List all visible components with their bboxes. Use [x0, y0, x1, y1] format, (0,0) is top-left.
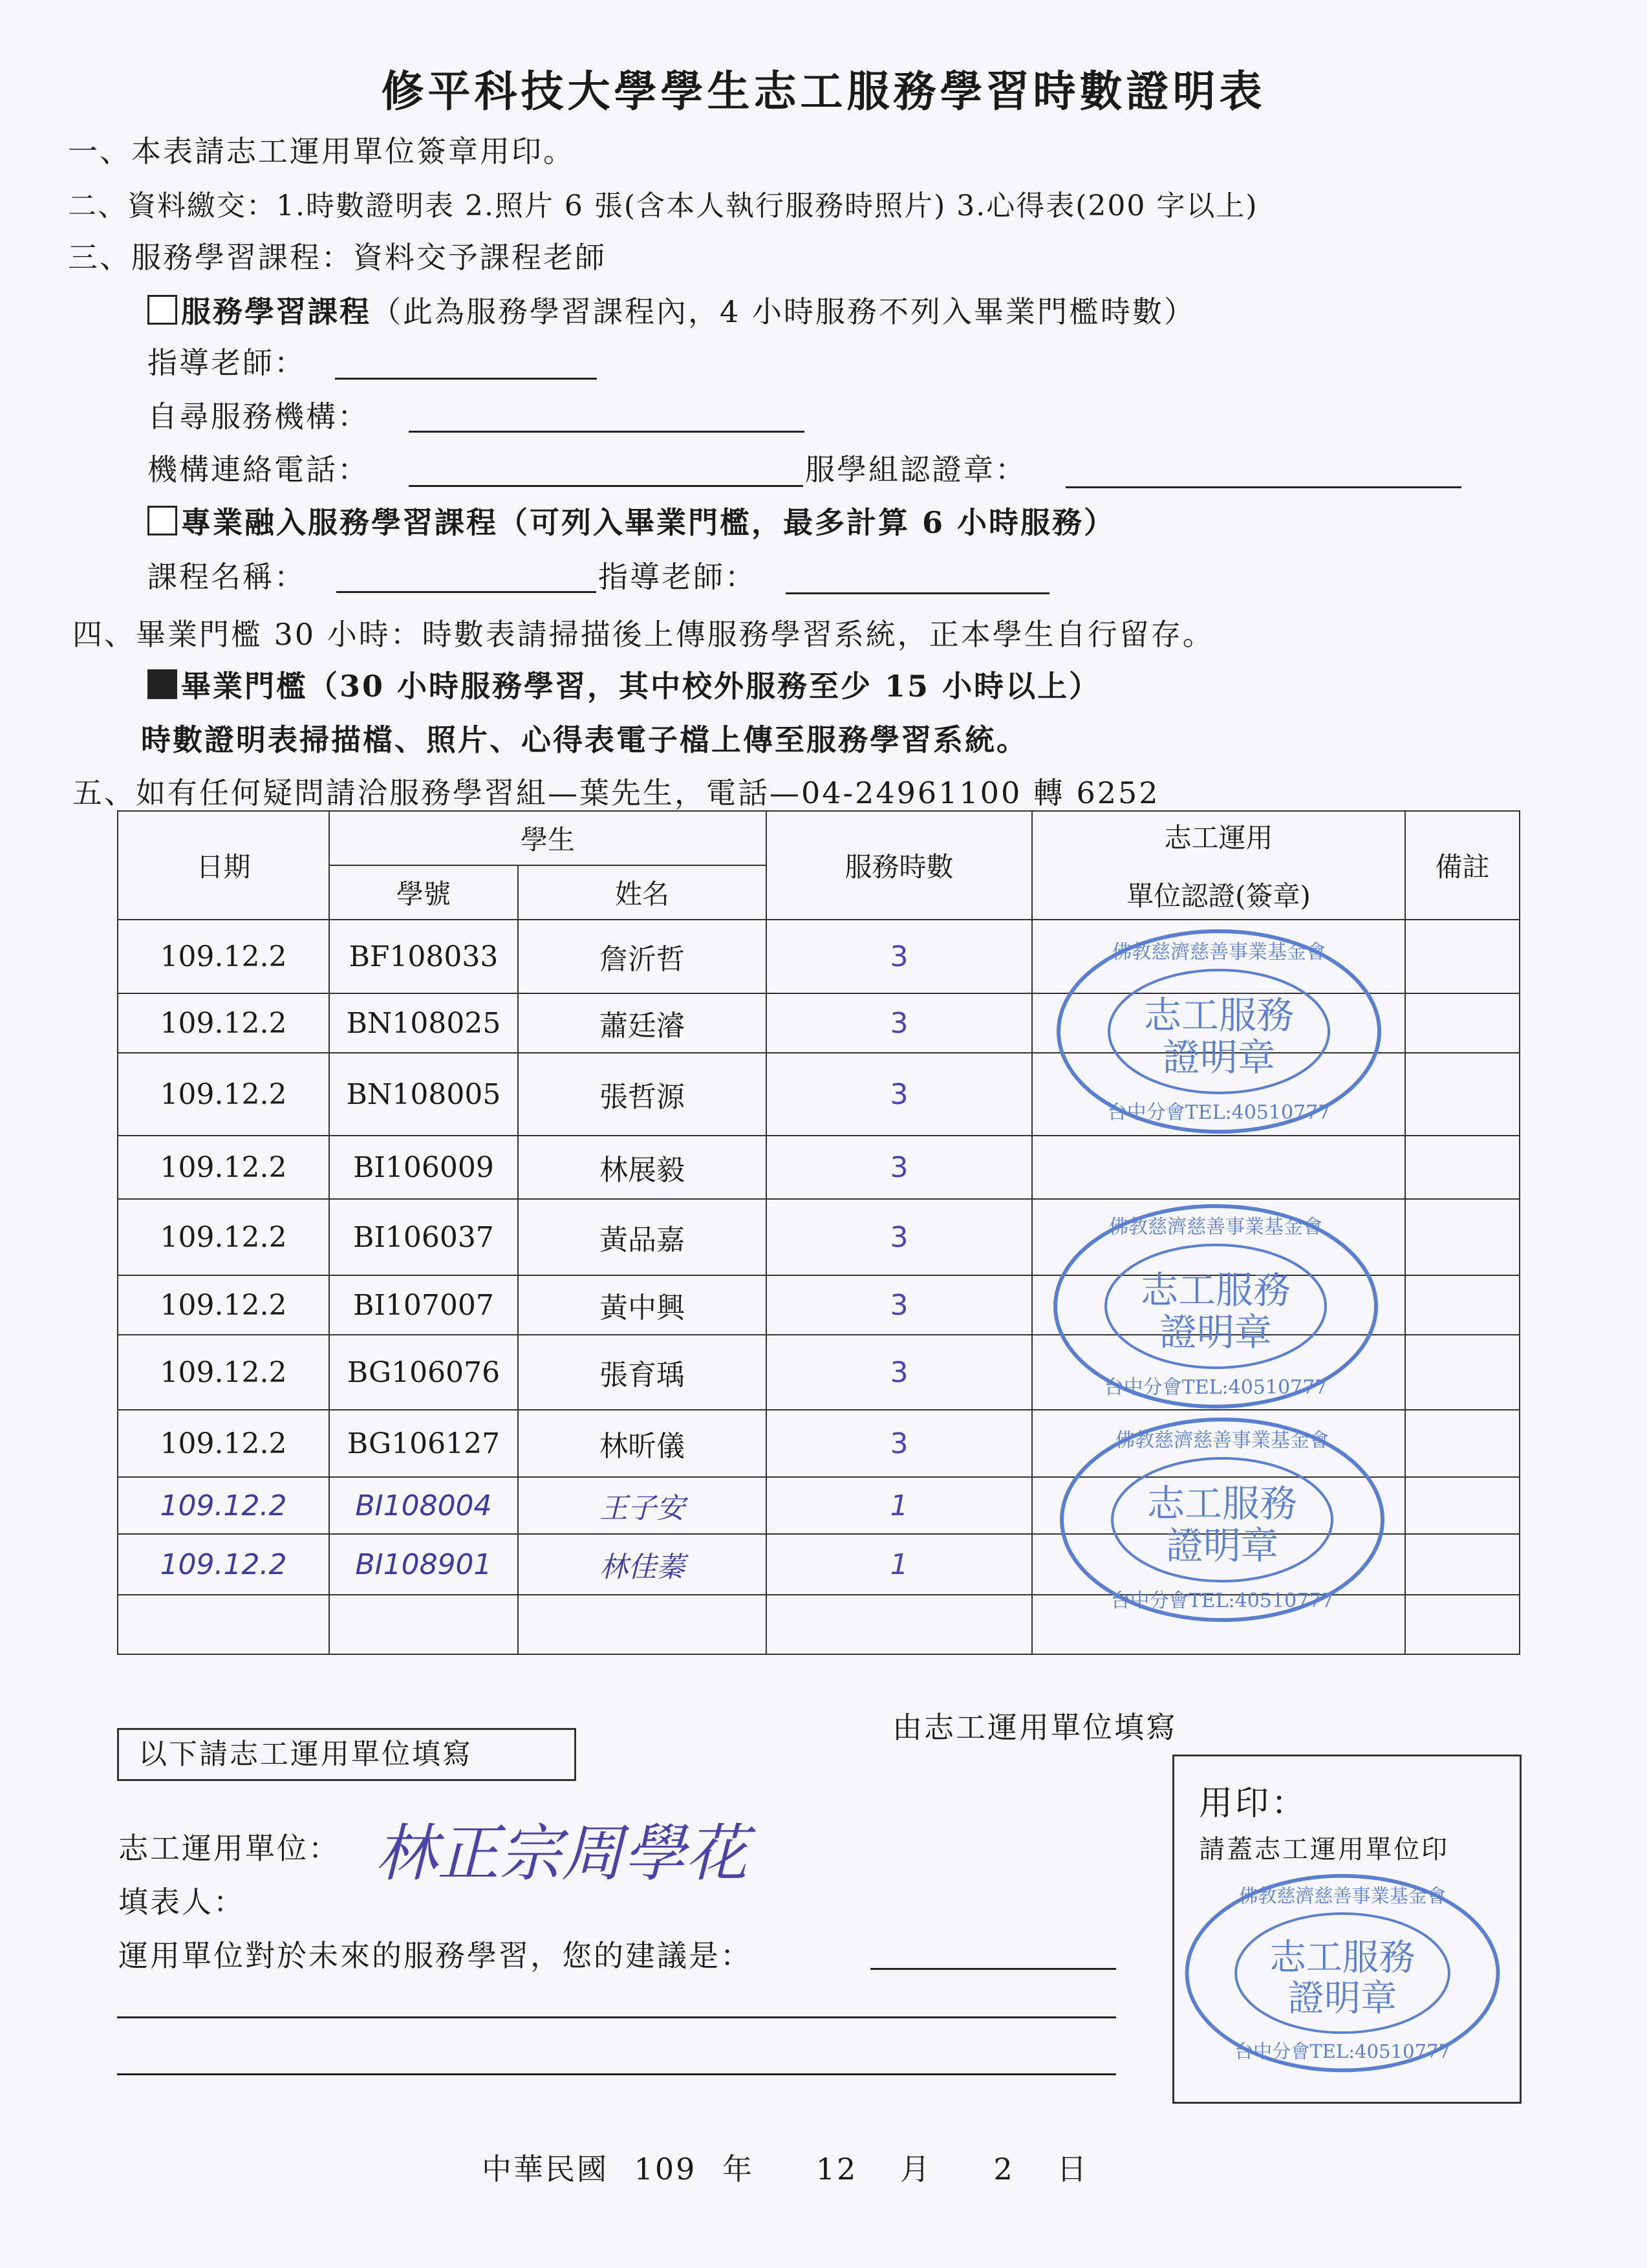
- row-student-id: BN108005: [329, 1053, 518, 1136]
- row-student-id: BI106037: [329, 1199, 518, 1275]
- row-hours: 3: [766, 993, 1032, 1053]
- row-student-id: BI108004: [329, 1477, 518, 1534]
- threshold-option-note: （30 小時服務學習，其中校外服務至少 15 小時以上）: [308, 669, 1101, 704]
- stamp-ring-bottom: 台中分會TEL:40510777: [1234, 2040, 1451, 2062]
- row-name: 張育瑀: [518, 1335, 766, 1410]
- row-remark[interactable]: [1405, 1335, 1520, 1410]
- row-date: 109.12.2: [118, 1136, 329, 1199]
- date-year: 109: [634, 2152, 697, 2187]
- header-hours: 服務時數: [766, 811, 1032, 920]
- row-hours: 3: [766, 1335, 1032, 1410]
- stamp-ring-top: 佛教慈濟慈善事業基金會: [1109, 1216, 1322, 1238]
- row-date: 109.12.2: [118, 993, 329, 1053]
- seal-box[interactable]: [1172, 1755, 1522, 2104]
- row-remark[interactable]: [1405, 1136, 1520, 1199]
- row-name: 林昕儀: [518, 1410, 766, 1477]
- integrated-option-note: （可列入畢業門檻，最多計算 6 小時服務）: [498, 505, 1116, 540]
- row-hours: 3: [766, 1199, 1032, 1275]
- row-hours: 3: [766, 1136, 1032, 1199]
- row-student-id: BF108033: [329, 920, 518, 993]
- row-hours: 1: [766, 1534, 1032, 1595]
- header-name: 姓名: [518, 865, 766, 920]
- course-name-field[interactable]: [336, 591, 596, 593]
- stamp-text-line1: 志工服務: [1143, 993, 1295, 1037]
- stamp-ring-bottom: 台中分會TEL:40510777: [1107, 1101, 1331, 1124]
- stamp-text-line1: 志工服務: [1269, 1937, 1416, 1980]
- stamp-ring-top: 佛教慈濟慈善事業基金會: [1112, 941, 1326, 964]
- service-stamp-field[interactable]: [1066, 486, 1461, 488]
- course-checkbox[interactable]: [147, 295, 177, 325]
- row-name: 張哲源: [518, 1053, 766, 1136]
- instruction-3: 三、服務學習課程：資料交予課程老師: [68, 240, 607, 275]
- fill-box: 以下請志工運用單位填寫: [117, 1728, 576, 1781]
- org-signature: 林正宗周學花: [375, 1817, 748, 1890]
- row-date: 109.12.2: [118, 1477, 329, 1534]
- row-date: 109.12.2: [118, 920, 329, 993]
- empty-cell[interactable]: [518, 1595, 766, 1654]
- instruction-2: 二、資料繳交：1.時數證明表 2.照片 6 張(含本人執行服務時照片) 3.心得表(200 字以上): [68, 189, 1258, 222]
- stamp-graphic: [1178, 1870, 1507, 2077]
- row-name: 王子安: [518, 1477, 766, 1534]
- row-hours: 3: [766, 1275, 1032, 1335]
- volunteer-stamp-3: [1054, 1413, 1390, 1626]
- teacher-field-2[interactable]: [786, 592, 1050, 594]
- date-prefix: 中華民國: [482, 2152, 608, 2187]
- row-name: 黃中興: [518, 1275, 766, 1335]
- course-option-label: 服務學習課程: [181, 294, 371, 329]
- form-title: 修平科技大學學生志工服務學習時數證明表: [381, 66, 1266, 116]
- service-stamp-label: 服學組認證章：: [805, 452, 1027, 487]
- seal-title: 用印：: [1199, 1784, 1308, 1823]
- row-remark[interactable]: [1405, 1199, 1520, 1275]
- stamp-text-line2: 證明章: [1162, 1035, 1276, 1079]
- row-hours: 3: [766, 1053, 1032, 1136]
- org-label: 志工運用單位：: [118, 1831, 340, 1866]
- date-line: [482, 2146, 1088, 2188]
- row-date: 109.12.2: [118, 1053, 329, 1136]
- suggestion-field-1[interactable]: [870, 1968, 1116, 1970]
- teacher-label-2: 指導老師：: [598, 559, 757, 594]
- row-student-id: BI107007: [329, 1275, 518, 1335]
- header-student-id: 學號: [329, 865, 518, 920]
- suggestion-label: 運用單位對於未來的服務學習，您的建議是：: [118, 1938, 752, 1973]
- empty-cell[interactable]: [766, 1595, 1032, 1654]
- stamp-graphic: [1054, 1413, 1390, 1626]
- stamp-graphic: [1051, 925, 1387, 1138]
- stamp-text-line1: 志工服務: [1140, 1268, 1291, 1312]
- empty-cell[interactable]: [1405, 1595, 1520, 1654]
- stamp-text-line1: 志工服務: [1146, 1482, 1298, 1526]
- upload-note: 時數證明表掃描檔、照片、心得表電子檔上傳至服務學習系統。: [141, 722, 1028, 757]
- row-name: 蕭廷濬: [518, 993, 766, 1053]
- header-org-cert-line1: 志工運用: [1164, 822, 1273, 854]
- row-remark[interactable]: [1405, 1053, 1520, 1136]
- row-name: 林展毅: [518, 1136, 766, 1199]
- stamp-ring-top: 佛教慈濟慈善事業基金會: [1239, 1885, 1446, 1907]
- org-phone-label: 機構連絡電話：: [147, 452, 369, 487]
- row-date: 109.12.2: [118, 1199, 329, 1275]
- header-student: 學生: [329, 811, 766, 865]
- date-day: 2: [993, 2152, 1015, 2187]
- instruction-4: 四、畢業門檻 30 小時：時數表請掃描後上傳服務學習系統，正本學生自行留存。: [72, 617, 1214, 652]
- row-date: 109.12.2: [118, 1275, 329, 1335]
- header-org-cert-line2: 單位認證(簽章): [1126, 880, 1311, 912]
- volunteer-stamp-2: [1048, 1200, 1384, 1413]
- row-student-id: BI106009: [329, 1136, 518, 1199]
- header-org-cert: [1032, 811, 1405, 920]
- teacher-label: 指導老師：: [147, 345, 306, 380]
- row-name: 林佳蓁: [518, 1534, 766, 1595]
- stamp-text-line2: 證明章: [1165, 1524, 1279, 1568]
- instruction-1: 一、本表請志工運用單位簽章用印。: [68, 134, 575, 169]
- course-name-label: 課程名稱：: [147, 559, 306, 594]
- row-date: 109.12.2: [118, 1534, 329, 1595]
- header-date: 日期: [118, 811, 329, 920]
- org-field[interactable]: [409, 431, 804, 433]
- table-row: [118, 1136, 1520, 1199]
- date-day-unit: 日: [1057, 2152, 1089, 2187]
- row-remark[interactable]: [1405, 920, 1520, 993]
- stamp-ring-top: 佛教慈濟慈善事業基金會: [1115, 1429, 1329, 1452]
- threshold-checkbox[interactable]: [147, 669, 177, 699]
- org-fill-heading: 由志工運用單位填寫: [892, 1710, 1178, 1745]
- row-remark[interactable]: [1405, 1477, 1520, 1534]
- date-month: 12: [815, 2152, 858, 2187]
- row-student-id: BI108901: [329, 1534, 518, 1595]
- row-student-id: BG106127: [329, 1410, 518, 1477]
- row-name: 詹沂哲: [518, 920, 766, 993]
- empty-cell[interactable]: [118, 1595, 329, 1654]
- org-label: 自尋服務機構：: [147, 399, 369, 434]
- volunteer-stamp-1: [1051, 925, 1387, 1138]
- threshold-option-label: 畢業門檻: [181, 669, 308, 704]
- org-phone-field[interactable]: [409, 485, 803, 487]
- row-remark[interactable]: [1405, 1275, 1520, 1335]
- stamp-graphic: [1048, 1200, 1384, 1413]
- row-hours: 1: [766, 1477, 1032, 1534]
- date-month-unit: 月: [899, 2152, 932, 2187]
- suggestion-field-2[interactable]: [117, 2016, 1116, 2018]
- date-year-unit: 年: [722, 2152, 755, 2187]
- row-remark[interactable]: [1405, 1410, 1520, 1477]
- course-option-row: [147, 288, 1196, 331]
- seal-stamp: [1178, 1870, 1507, 2077]
- course-option-note: （此為服務學習課程內，4 小時服務不列入畢業門檻時數）: [371, 294, 1196, 329]
- instruction-5: 五、如有任何疑問請洽服務學習組—葉先生，電話—04-24961100 轉 6252: [72, 775, 1160, 810]
- filler-label: 填表人：: [118, 1885, 245, 1919]
- stamp-text-line2: 證明章: [1159, 1310, 1273, 1354]
- row-remark[interactable]: [1405, 993, 1520, 1053]
- row-student-id: BG106076: [329, 1335, 518, 1410]
- row-hours: 3: [766, 920, 1032, 993]
- threshold-option-row: [147, 663, 1101, 706]
- stamp-text-line2: 證明章: [1287, 1978, 1397, 2020]
- integrated-option-row: [147, 499, 1115, 542]
- stamp-ring-bottom: 台中分會TEL:40510777: [1110, 1590, 1334, 1612]
- integrated-option-label: 專業融入服務學習課程: [181, 505, 498, 540]
- teacher-field[interactable]: [335, 378, 597, 380]
- row-date: 109.12.2: [118, 1410, 329, 1477]
- row-org-cert: [1032, 1136, 1405, 1199]
- integrated-checkbox[interactable]: [147, 506, 177, 535]
- row-student-id: BN108025: [329, 993, 518, 1053]
- row-name: 黃品嘉: [518, 1199, 766, 1275]
- seal-instruction: 請蓋志工運用單位印: [1199, 1835, 1449, 1864]
- row-date: 109.12.2: [118, 1335, 329, 1410]
- row-remark[interactable]: [1405, 1534, 1520, 1595]
- row-hours: 3: [766, 1410, 1032, 1477]
- suggestion-field-3[interactable]: [117, 2073, 1116, 2075]
- stamp-ring-bottom: 台中分會TEL:40510777: [1104, 1376, 1328, 1399]
- empty-cell[interactable]: [329, 1595, 518, 1654]
- header-remark: 備註: [1405, 811, 1520, 920]
